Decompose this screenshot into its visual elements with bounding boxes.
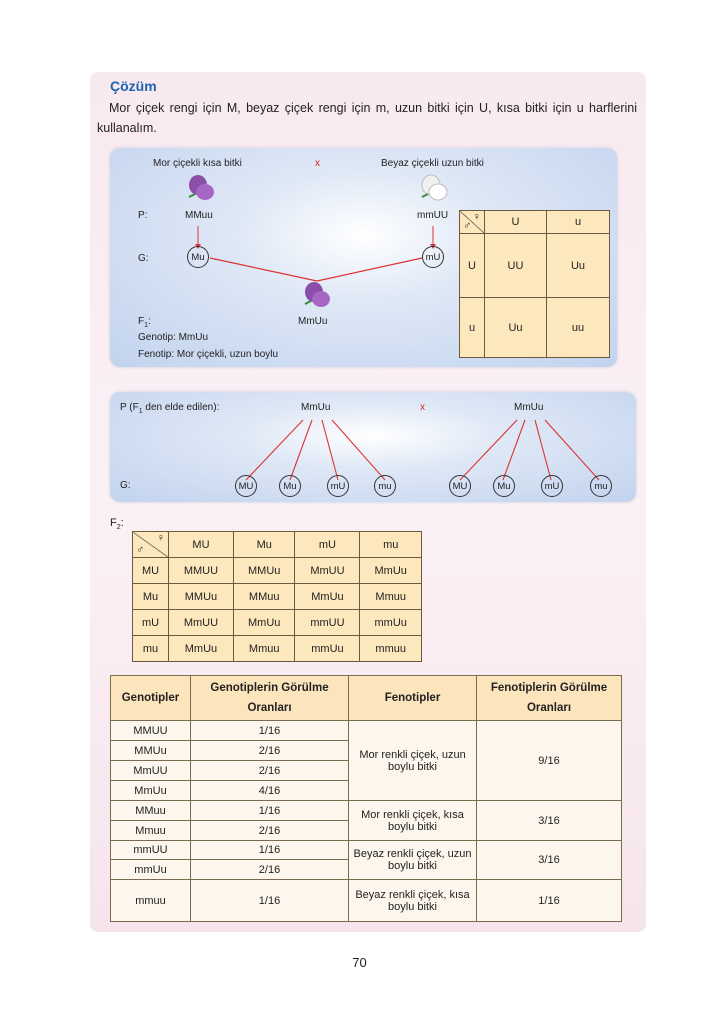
genotype-cell: MMUU bbox=[111, 721, 191, 741]
f1-genotype: Genotip: MmUu bbox=[138, 332, 209, 343]
row-header: MU bbox=[133, 558, 169, 584]
parent2-genotype: mmUU bbox=[417, 210, 449, 221]
page-number: 70 bbox=[352, 955, 367, 970]
row-header: Mu bbox=[133, 584, 169, 610]
phenotype-cell: Mor renkli çiçek, kısa boylu bitki bbox=[349, 801, 477, 841]
gamete-circle: Mu bbox=[493, 475, 515, 497]
phenotype-cell: Beyaz renkli çiçek, kısa boylu bitki bbox=[349, 880, 477, 922]
cell: MmUu bbox=[295, 584, 360, 610]
cell: UU bbox=[485, 234, 547, 298]
phenotype-cell: Beyaz renkli çiçek, uzun boylu bitki bbox=[349, 841, 477, 880]
genotype-ratio-cell: 1/16 bbox=[191, 880, 349, 922]
genotype-ratio-cell: 2/16 bbox=[191, 761, 349, 781]
cell: mmUu bbox=[360, 610, 422, 636]
parent1-genotype: MmUu bbox=[301, 402, 331, 413]
f1-label: $F_1$: bbox=[138, 316, 151, 329]
gamete-circle: Mu bbox=[279, 475, 301, 497]
row-header: mu bbox=[133, 636, 169, 662]
cell: MmUU bbox=[169, 610, 234, 636]
col-header: u bbox=[547, 211, 610, 234]
genotype-cell: MmUU bbox=[111, 761, 191, 781]
cell: MMUu bbox=[233, 558, 295, 584]
parent2-label: Beyaz çiçekli uzun bitki bbox=[381, 158, 484, 169]
gamete-circle: Mu bbox=[187, 246, 209, 268]
cell: MmUu bbox=[233, 610, 295, 636]
genotype-ratio-cell: 1/16 bbox=[191, 801, 349, 821]
phenotype-ratio-cell: 1/16 bbox=[477, 880, 622, 922]
gamete-circle: mu bbox=[374, 475, 396, 497]
cell: Uu bbox=[485, 298, 547, 358]
genotype-cell: MmUu bbox=[111, 781, 191, 801]
row-header: u bbox=[460, 298, 485, 358]
cell: MmUu bbox=[169, 636, 234, 662]
g-label: G: bbox=[138, 253, 149, 264]
cross-sign: x bbox=[315, 158, 320, 169]
white-flower-icon bbox=[419, 173, 449, 203]
phenotype-ratio-cell: 3/16 bbox=[477, 801, 622, 841]
col-header: MU bbox=[169, 532, 234, 558]
f2-label: $F_2$: bbox=[110, 517, 124, 532]
row-header: mU bbox=[133, 610, 169, 636]
genotype-ratio-cell: 2/16 bbox=[191, 821, 349, 841]
gamete-circle: MU bbox=[235, 475, 257, 497]
cell: MmUu bbox=[360, 558, 422, 584]
cell: uu bbox=[547, 298, 610, 358]
genotype-cell: MMuu bbox=[111, 801, 191, 821]
parent1-label: Mor çiçekli kısa bitki bbox=[153, 158, 242, 169]
g-label: G: bbox=[120, 480, 131, 491]
row-header: U bbox=[460, 234, 485, 298]
p-f1-label: P ($F_1$ den elde edilen): bbox=[120, 402, 220, 415]
gamete-circle: mU bbox=[327, 475, 349, 497]
cell: mmuu bbox=[360, 636, 422, 662]
cell: MMuu bbox=[233, 584, 295, 610]
gamete-circle: mu bbox=[590, 475, 612, 497]
cell: MMUu bbox=[169, 584, 234, 610]
cell: Mmuu bbox=[233, 636, 295, 662]
col-header: Genotiplerin Görülme Oranları bbox=[191, 676, 349, 721]
phenotype-ratio-cell: 9/16 bbox=[477, 721, 622, 801]
parent2-genotype: MmUu bbox=[514, 402, 544, 413]
offspring-genotype: MmUu bbox=[298, 316, 328, 327]
intro-text: Mor çiçek rengi için M, beyaz çiçek rengi için m, uzun bitki için U, kısa bitki için u harflerini kullanalım. bbox=[97, 101, 637, 135]
parent1-genotype: MMuu bbox=[185, 210, 213, 221]
genotype-cell: Mmuu bbox=[111, 821, 191, 841]
sex-header: ♂ ♀ bbox=[460, 211, 485, 234]
genotype-cell: mmuu bbox=[111, 880, 191, 922]
results-table bbox=[110, 675, 622, 922]
cell: Mmuu bbox=[360, 584, 422, 610]
cell: MMUU bbox=[169, 558, 234, 584]
cell: MmUU bbox=[295, 558, 360, 584]
col-header: U bbox=[485, 211, 547, 234]
cell: Uu bbox=[547, 234, 610, 298]
sex-header: ♂ ♀ bbox=[133, 532, 169, 558]
p-label: P: bbox=[138, 210, 148, 221]
phenotype-cell: Mor renkli çiçek, uzun boylu bitki bbox=[349, 721, 477, 801]
col-header: mu bbox=[360, 532, 422, 558]
col-header: Mu bbox=[233, 532, 295, 558]
genotype-ratio-cell: 2/16 bbox=[191, 860, 349, 880]
genotype-ratio-cell: 4/16 bbox=[191, 781, 349, 801]
col-header: mU bbox=[295, 532, 360, 558]
cross-sign: x bbox=[420, 402, 425, 413]
col-header: Fenotiplerin Görülme Oranları bbox=[477, 676, 622, 721]
f1-phenotype: Fenotip: Mor çiçekli, uzun boylu bbox=[138, 349, 279, 360]
cell: mmUU bbox=[295, 610, 360, 636]
genotype-cell: MMUu bbox=[111, 741, 191, 761]
phenotype-ratio-cell: 3/16 bbox=[477, 841, 622, 880]
col-header: Genotipler bbox=[111, 676, 191, 721]
purple-flower-icon bbox=[186, 173, 216, 203]
punnett-square-1 bbox=[459, 210, 610, 358]
genotype-ratio-cell: 1/16 bbox=[191, 841, 349, 860]
genotype-cell: mmUU bbox=[111, 841, 191, 860]
cell: mmUu bbox=[295, 636, 360, 662]
punnett-square-f2 bbox=[132, 531, 422, 662]
purple-flower-icon bbox=[302, 280, 332, 312]
gamete-circle: mU bbox=[541, 475, 563, 497]
section-title: Çözüm bbox=[110, 78, 157, 94]
gamete-circle: MU bbox=[449, 475, 471, 497]
genotype-ratio-cell: 2/16 bbox=[191, 741, 349, 761]
gamete-circle: mU bbox=[422, 246, 444, 268]
col-header: Fenotipler bbox=[349, 676, 477, 721]
f1-cross-diagram bbox=[110, 392, 636, 502]
genotype-cell: mmUu bbox=[111, 860, 191, 880]
genotype-ratio-cell: 1/16 bbox=[191, 721, 349, 741]
